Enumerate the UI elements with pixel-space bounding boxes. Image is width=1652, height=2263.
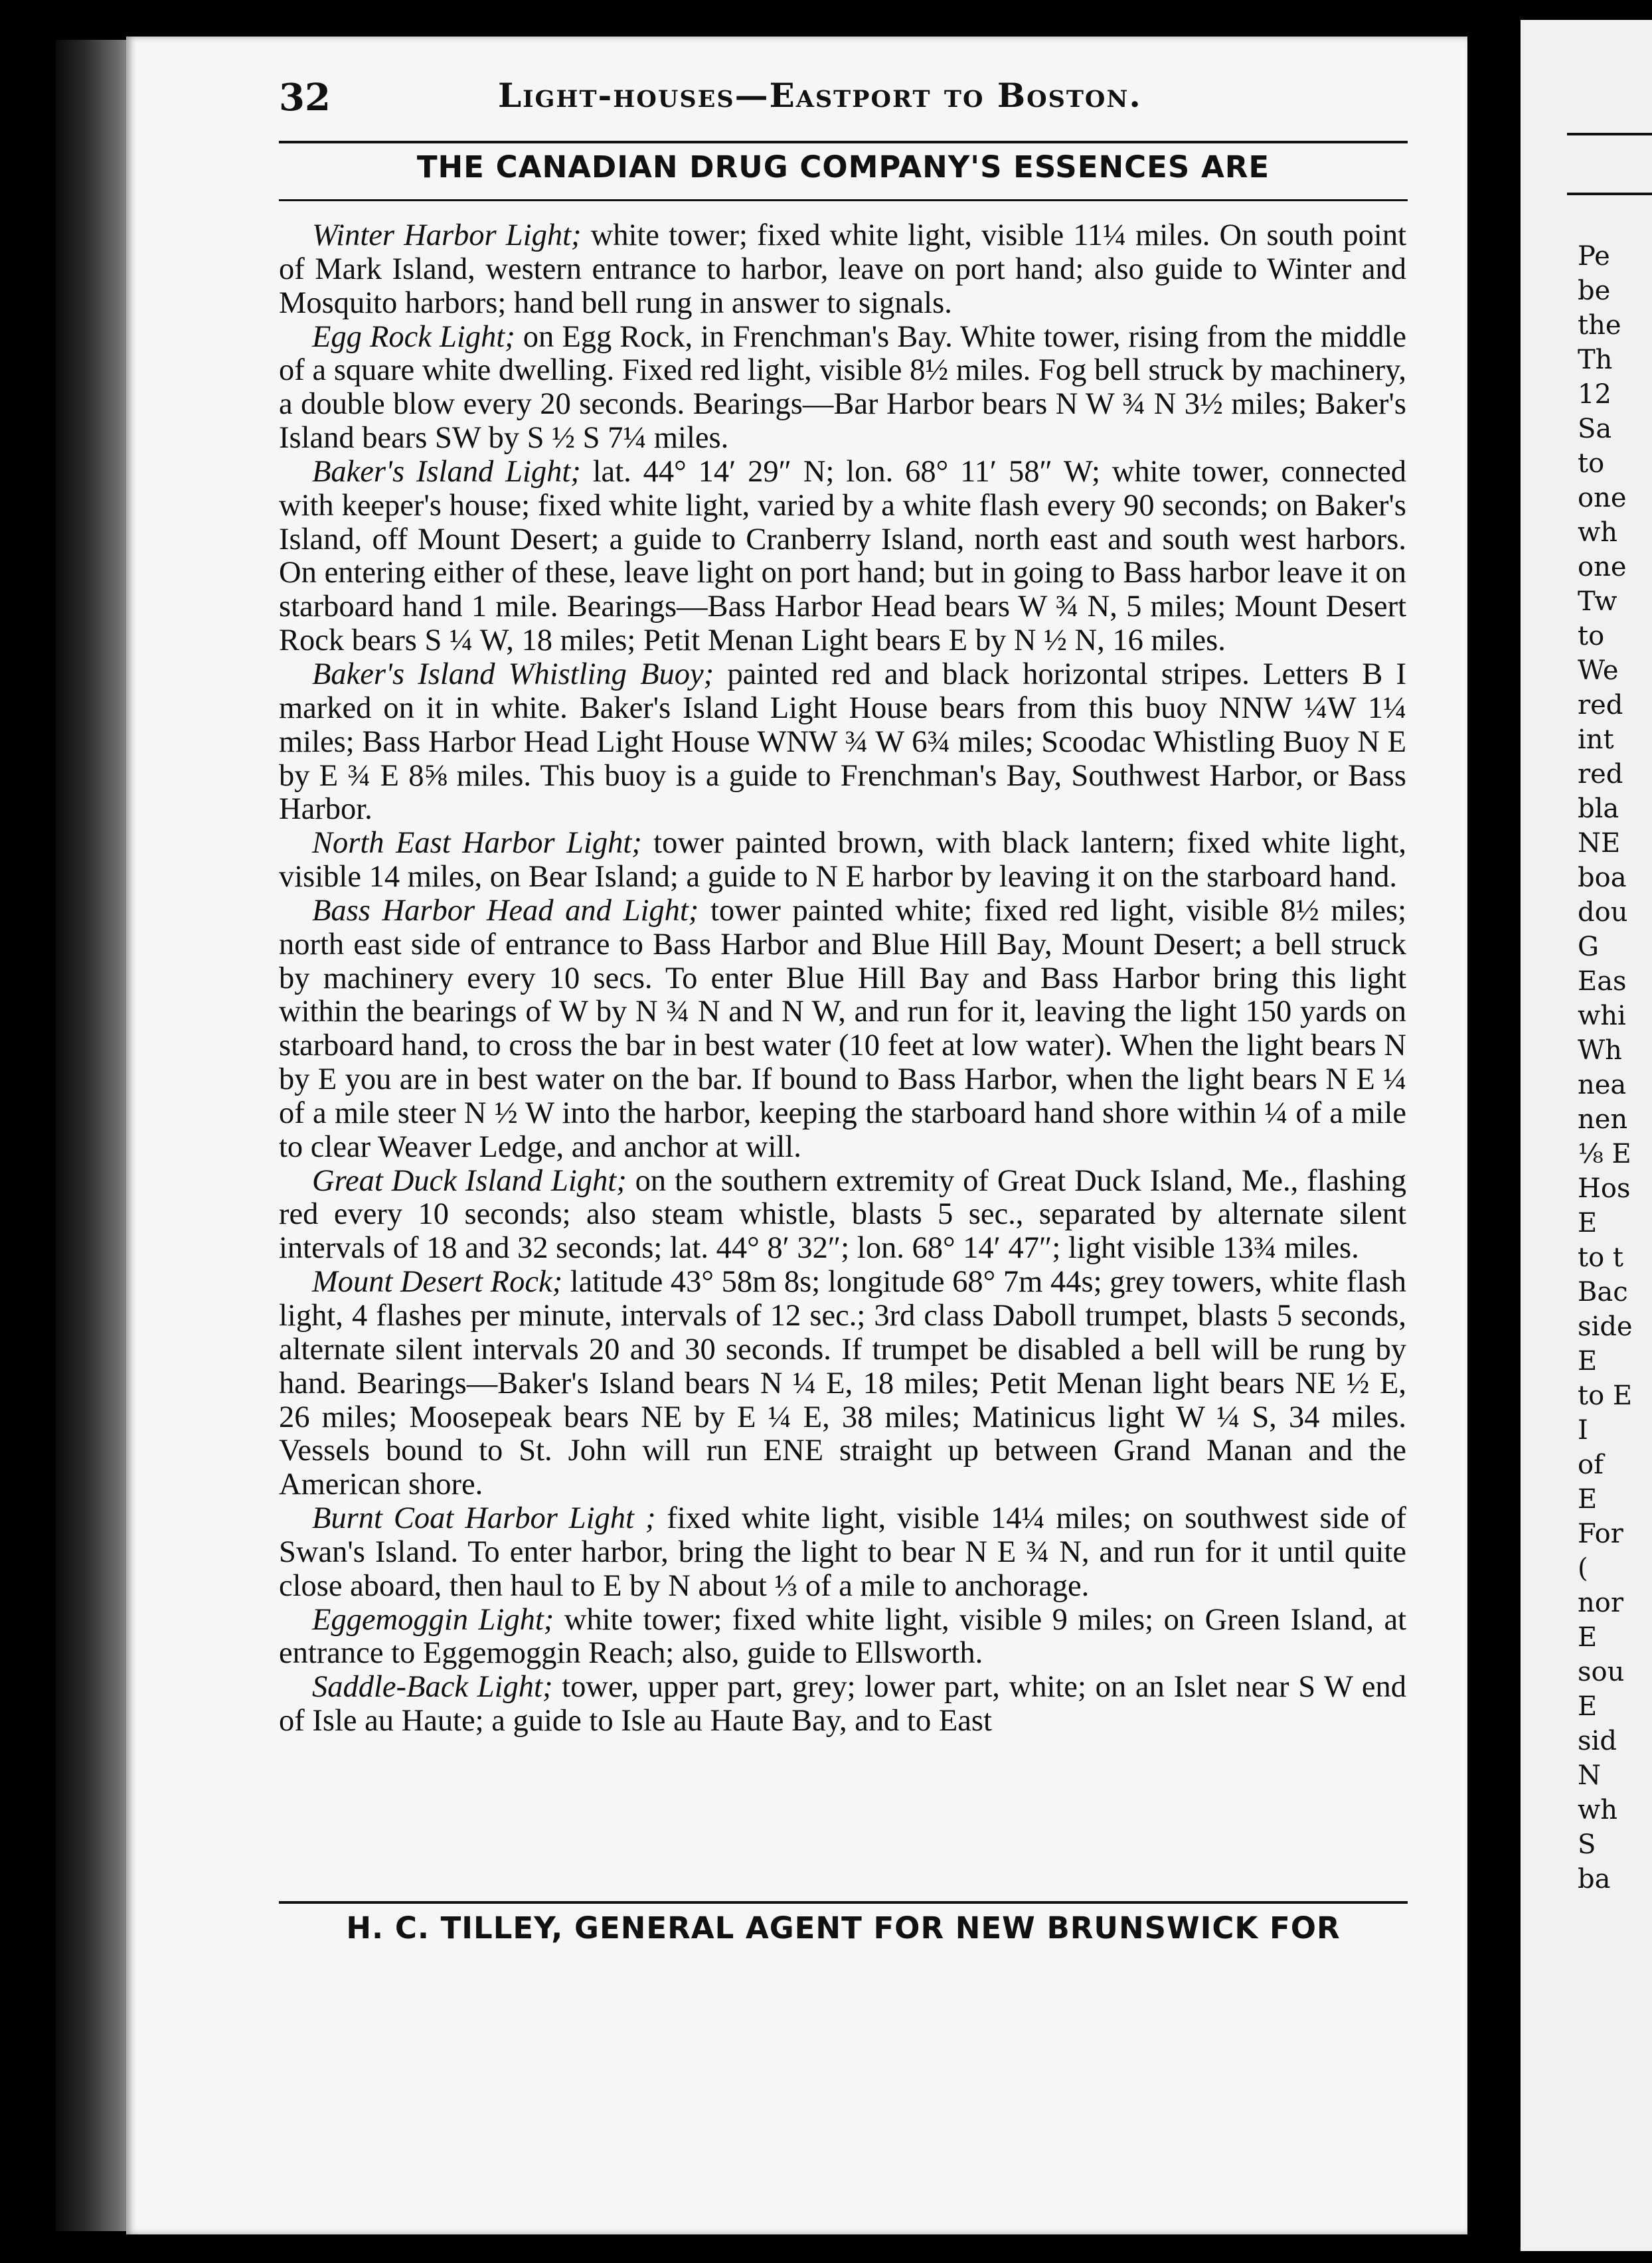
adjacent-fragment: Wh [1578, 1035, 1622, 1066]
lighthouse-entry [279, 1671, 1406, 1738]
adjacent-fragment: wh [1578, 1795, 1617, 1825]
adjacent-fragment: to t [1578, 1242, 1623, 1273]
adjacent-fragment: G [1578, 932, 1599, 962]
entry-name: Baker's Island Whistling Buoy; [312, 657, 714, 691]
adjacent-fragment: bla [1578, 794, 1619, 824]
adjacent-fragment: boa [1578, 863, 1627, 893]
adjacent-fragment: Tw [1578, 586, 1617, 617]
page-gutter [1467, 0, 1521, 2263]
adjacent-fragment: I [1578, 1415, 1588, 1446]
rule-above-footer [279, 1901, 1408, 1904]
rule-under-head [279, 141, 1408, 143]
adjacent-fragment: ba [1578, 1864, 1611, 1894]
entry-text: on the southern extremity of Great Duck Island, Me., flashing red every 10 seconds; also steam whistle, blasts 5 sec., separated by alternate silent intervals of 18 and 32 seconds; lat. 44° 8′ 32″; lon. 68° 14′ 47″; light visible 13¾ miles. [279, 1163, 1406, 1266]
lighthouse-entry [279, 219, 1406, 321]
adjacent-fragment: side [1578, 1311, 1633, 1342]
adjacent-fragment: sid [1578, 1726, 1617, 1756]
adjacent-fragment: E [1578, 1346, 1598, 1377]
entry-text: tower, upper part, grey; lower part, white; on an Islet near S W end of Isle au Haute; a guide to Isle au Haute Bay, and to East [279, 1670, 1406, 1738]
left-binding-edge [56, 40, 129, 2231]
adjacent-fragment: 12 [1578, 379, 1611, 410]
lighthouse-entry [279, 1604, 1406, 1671]
adjacent-fragment: S [1578, 1829, 1596, 1860]
adjacent-fragment: dou [1578, 897, 1628, 928]
running-head [279, 66, 1414, 133]
adjacent-fragment: wh [1578, 517, 1617, 548]
adjacent-fragment: to [1578, 448, 1605, 479]
lighthouse-entry [279, 658, 1406, 827]
adjacent-fragment: nea [1578, 1070, 1627, 1100]
adjacent-fragment: N [1578, 1760, 1601, 1791]
adjacent-rule-2 [1567, 193, 1652, 195]
entry-name: Mount Desert Rock; [312, 1265, 563, 1299]
lighthouse-entry [279, 827, 1406, 894]
adjacent-fragment: nen [1578, 1104, 1628, 1135]
adjacent-fragment: one [1578, 552, 1627, 582]
adjacent-fragment: sou [1578, 1657, 1625, 1687]
entry-text: tower painted brown, with black lantern; fixed white light, visible 14 miles, on Bear Island; a guide to N E harbor by leaving it on the starboard hand. [279, 826, 1406, 894]
adjacent-fragment: We [1578, 655, 1619, 686]
entry-text: tower painted white; fixed red light, visible 8½ miles; north east side of entrance to Bass Harbor and Blue Hill Bay, Mount Desert; a bell struck by machinery every 10 secs. To enter Blue Hill Bay and Bass Harbor bring this light within the bearings of W by N ¾ N and N W, and run for it, leaving the light 150 yards on starboard hand, to cross the bar in best water (10 feet at low water). When the light bears N by E you are in best water on the bar. If bound to Bass Harbor, when the light bears N E ¼ of a mile steer N ½ W into the harbor, keeping the starboard hand shore within ¼ of a mile to clear Weaver Ledge, and anchor at will. [279, 893, 1407, 1164]
adjacent-fragment: be [1578, 276, 1611, 306]
adjacent-fragment: one [1578, 483, 1627, 513]
entry-name: Great Duck Island Light; [312, 1163, 627, 1198]
entry-name: Burnt Coat Harbor Light ; [312, 1501, 656, 1536]
entry-text: white tower; fixed white light, visible 9 miles; on Green Island, at entrance to Eggemoggin Reach; also, guide to Ellsworth. [279, 1602, 1407, 1671]
entry-text: latitude 43° 58m 8s; longitude 68° 7m 44s; grey towers, white flash light, 4 flashes per minute, intervals of 12 sec.; 3rd class Daboll trumpet, blasts 5 seconds, alternate silent intervals 20 and 30 seconds. If trumpet be disabled a bell will be rung by hand. Bearings—Baker's Island bears N ¼ E, 18 miles; Petit Menan light bears NE ½ E, 26 miles; Moosepeak bears NE by E ¼ E, 38 miles; Matinicus light W ¼ S, 34 miles. Vessels bound to St. John will run ENE straight up between Grand Manan and the American shore. [279, 1265, 1407, 1502]
advert-banner-bottom: H. C. TILLEY, GENERAL AGENT FOR NEW BRUNSWICK FOR [346, 1910, 1341, 1946]
entry-text: painted red and black horizontal stripes. Letters B I marked on it in white. Baker's Island Light House bears from this buoy NNW ¼W 1¼ miles; Bass Harbor Head Light House WNW ¾ W 6¾ miles; Scoodac Whistling Buoy N E by E ¾ E 8⅝ miles. This buoy is a guide to Frenchman's Bay, Southwest Harbor, or Bass Harbor. [279, 657, 1406, 827]
adjacent-fragment: Eas [1578, 966, 1627, 997]
entry-text: on Egg Rock, in Frenchman's Bay. White tower, rising from the middle of a square white dwelling. Fixed red light, visible 8½ miles. Fog bell struck by machinery, a double blow every 20 seconds. Bearings—Bar Harbor bears N W ¾ N 3½ miles; Baker's Island bears SW by S ½ S 7¼ miles. [279, 319, 1406, 456]
adjacent-fragment: Th [1578, 345, 1613, 375]
running-head-title: Light-houses—Eastport to Boston. [498, 76, 1142, 115]
entry-text: lat. 44° 14′ 29″ N; lon. 68° 11′ 58″ W; white tower, connected with keeper's house; fixed white light, varied by a white flash every 90 seconds; on Baker's Island, off Mount Desert; a guide to Cranberry Island, north east and south west harbors. On entering either of these, leave light on port hand; but in going to Bass harbor leave it on starboard hand 1 mile. Bearings—Bass Harbor Head bears W ¾ N, 5 miles; Mount Desert Rock bears S ¼ W, 18 miles; Petit Menan Light bears E by N ½ N, 16 miles. [279, 454, 1406, 658]
entry-name: Winter Harbor Light; [312, 218, 582, 252]
adjacent-fragment: E [1578, 1691, 1598, 1722]
entry-name: North East Harbor Light; [312, 826, 642, 861]
entry-text: fixed white light, visible 14¼ miles; on southwest side of Swan's Island. To enter harbor, bring the light to bear N E ¾ N, and run for it until quite close aboard, then haul to E by N about ⅓ of a mile to anchorage. [279, 1501, 1407, 1603]
entry-name: Eggemoggin Light; [312, 1602, 554, 1637]
lighthouse-entry [279, 1502, 1406, 1604]
adjacent-fragment: whi [1578, 1001, 1626, 1031]
adjacent-fragment: red [1578, 759, 1623, 790]
page-number: 32 [279, 76, 331, 120]
lighthouse-entry [279, 1266, 1406, 1502]
adjacent-fragment: Bac [1578, 1277, 1628, 1307]
lighthouse-entry [279, 1165, 1406, 1266]
advert-banner-top: THE CANADIAN DRUG COMPANY'S ESSENCES ARE [416, 149, 1270, 185]
adjacent-fragment: Pe [1578, 241, 1610, 272]
entry-name: Baker's Island Light; [312, 454, 581, 489]
adjacent-fragment: ( [1578, 1553, 1588, 1584]
adjacent-fragment: Hos [1578, 1173, 1631, 1204]
adjacent-fragment: of [1578, 1450, 1604, 1480]
adjacent-fragment: the [1578, 310, 1621, 341]
lighthouse-entry [279, 321, 1406, 456]
adjacent-fragment: E [1578, 1484, 1598, 1515]
adjacent-fragment: red [1578, 690, 1623, 720]
adjacent-fragment: Sa [1578, 414, 1612, 444]
adjacent-fragment: int [1578, 724, 1614, 755]
entry-text: white tower; fixed white light, visible 11¼ miles. On south point of Mark Island, western entrance to harbor, leave on port hand; also guide to Winter and Mosquito harbors; hand bell rung in answer to signals. [279, 218, 1407, 320]
adjacent-fragment: ⅛ E [1578, 1139, 1631, 1169]
lighthouse-entry [279, 894, 1406, 1165]
adjacent-fragment: to [1578, 621, 1605, 651]
adjacent-fragment: E [1578, 1622, 1598, 1653]
adjacent-fragment: E [1578, 1208, 1598, 1238]
adjacent-fragment: nor [1578, 1588, 1623, 1618]
adjacent-page-edge [1521, 20, 1652, 2251]
lighthouse-entries [279, 219, 1406, 1738]
lighthouse-entry [279, 456, 1406, 658]
adjacent-fragment: For [1578, 1519, 1623, 1549]
entry-name: Bass Harbor Head and Light; [312, 893, 699, 928]
adjacent-fragment: to E [1578, 1381, 1633, 1411]
adjacent-fragment: NE [1578, 828, 1621, 859]
adjacent-rule-1 [1567, 133, 1652, 135]
entry-name: Saddle-Back Light; [312, 1670, 553, 1705]
entry-name: Egg Rock Light; [312, 319, 515, 354]
rule-under-banner [279, 199, 1408, 201]
adjacent-page-fragments [1578, 239, 1633, 1896]
